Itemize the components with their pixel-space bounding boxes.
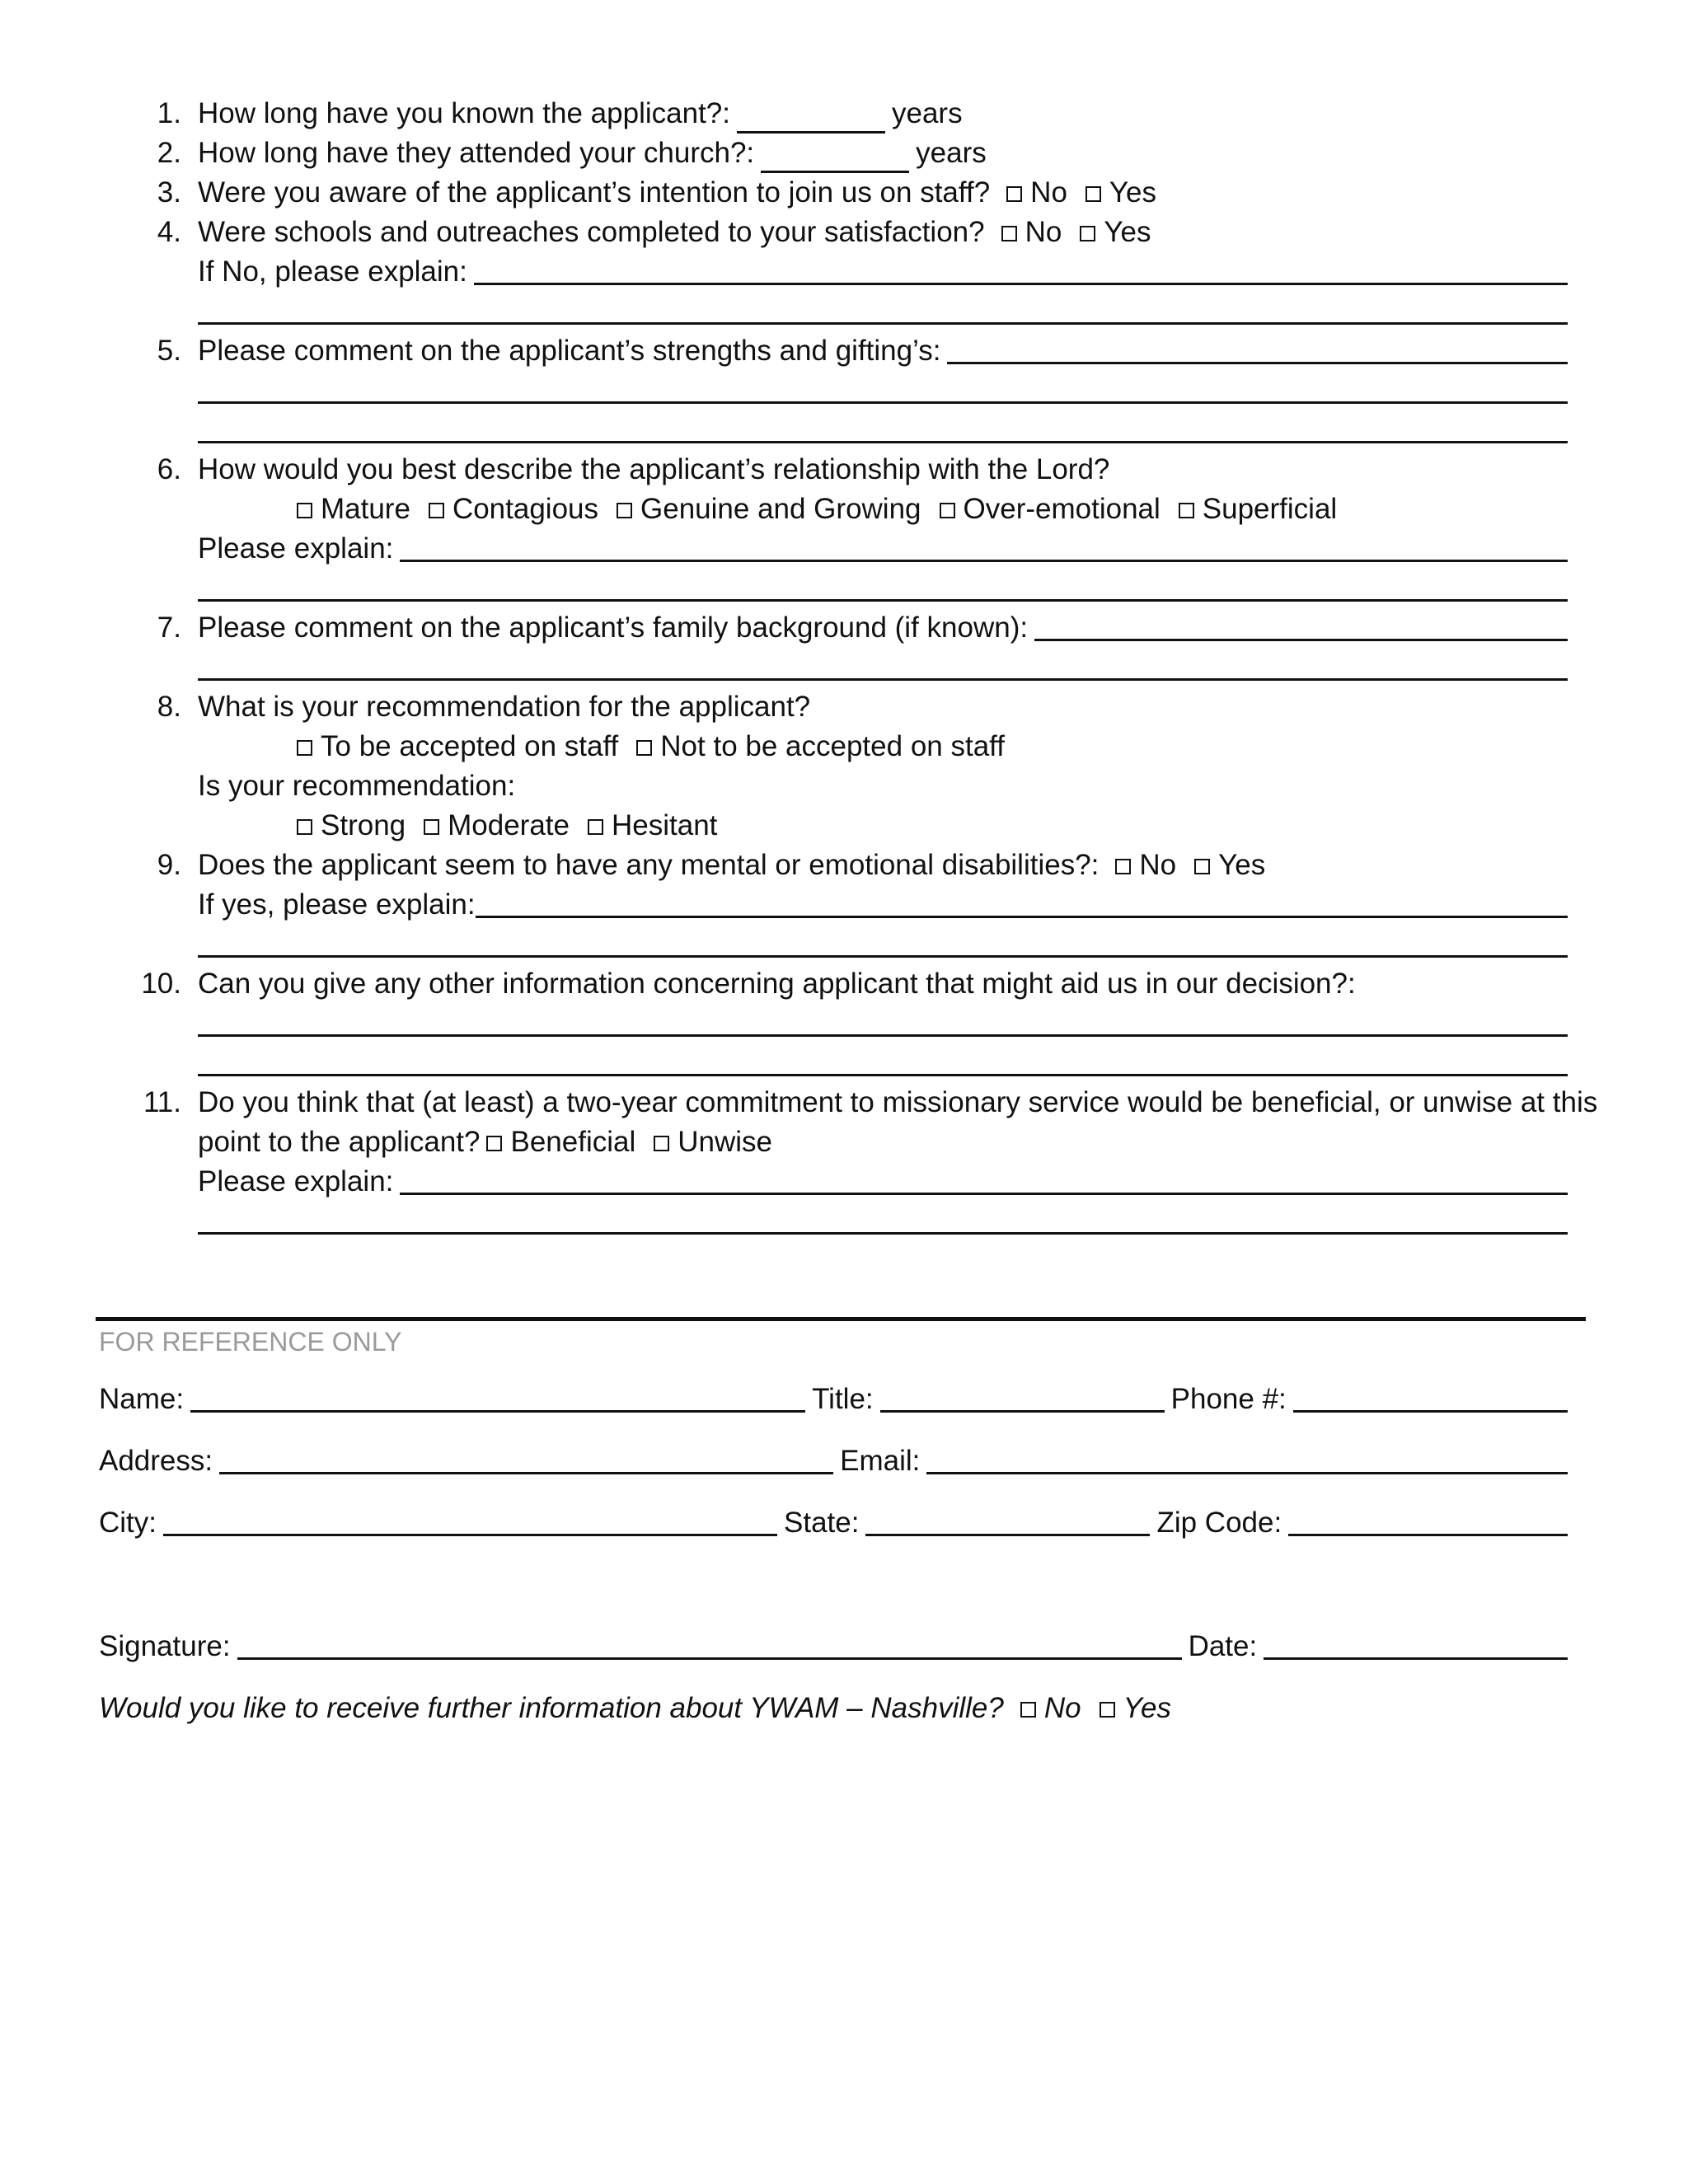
q8-strength-label: Hesitant [612, 809, 718, 841]
q2-years-field[interactable] [761, 141, 909, 173]
checkbox-icon [1100, 1702, 1115, 1718]
q11-explain-line[interactable] [400, 1192, 1568, 1195]
q6-option-over-emotional[interactable] [940, 490, 1160, 529]
q7-text: Please comment on the applicant’s family background (if known): [198, 612, 1029, 644]
q5-row [157, 331, 1568, 371]
checkbox-icon [617, 503, 632, 518]
phone-label: Phone #: [1170, 1383, 1287, 1415]
q8-option-accepted[interactable] [297, 727, 618, 766]
q8-strength-hesitant[interactable] [588, 806, 717, 846]
q11-unwise-checkbox[interactable] [654, 1122, 772, 1162]
zip-label: Zip Code: [1156, 1507, 1282, 1539]
checkbox-icon [1080, 226, 1095, 241]
checkbox-icon [424, 819, 439, 835]
q3-no-checkbox[interactable] [1006, 173, 1067, 213]
checkbox-icon [1115, 859, 1131, 874]
q9-no-checkbox[interactable] [1115, 846, 1176, 885]
q11-text: Do you think that (at least) a two-year commitment to missionary service would be beneficial, or unwise at this [198, 1086, 1598, 1118]
q6-explain-label: Please explain: [198, 532, 394, 565]
q8-strength-label: Strong [321, 809, 406, 841]
reference-row-name [99, 1380, 1568, 1419]
checkbox-icon [588, 819, 603, 835]
q6-option-label: Genuine and Growing [640, 493, 921, 525]
q11-row [143, 1083, 1598, 1122]
q11-explain-label: Please explain: [198, 1165, 394, 1197]
q6-option-label: Superficial [1202, 493, 1338, 525]
q10-row-3 [198, 1043, 1568, 1083]
address-field[interactable] [219, 1471, 833, 1474]
q6-text: How would you best describe the applicant’s relationship with the Lord? [198, 453, 1110, 485]
q9-yes-checkbox[interactable] [1194, 846, 1265, 885]
reference-row-city [99, 1503, 1568, 1543]
date-field[interactable] [1264, 1657, 1568, 1660]
q8-strength-label: Moderate [448, 809, 570, 841]
q11-unwise-label: Unwise [678, 1126, 773, 1158]
state-label: State: [784, 1507, 860, 1539]
q11-explain-line-2[interactable] [198, 1231, 1568, 1235]
checkbox-icon [1020, 1702, 1036, 1718]
q5-text: Please comment on the applicant’s strengths and gifting’s: [198, 335, 941, 367]
q6-explain-row-2 [198, 569, 1568, 608]
q5-row-2 [198, 371, 1568, 410]
q8-sub-text: Is your recommendation: [198, 770, 516, 802]
title-field[interactable] [880, 1409, 1165, 1413]
checkbox-icon [1006, 186, 1022, 202]
checkbox-icon [297, 740, 312, 756]
q5-line-3[interactable] [198, 440, 1568, 443]
state-field[interactable] [865, 1533, 1150, 1536]
q3-no-label: No [1030, 176, 1067, 209]
checkbox-icon [1179, 503, 1194, 518]
q4-number: 4. [157, 216, 181, 248]
q4-explain-row-2 [198, 292, 1568, 331]
q3-yes-checkbox[interactable] [1085, 173, 1156, 213]
q6-option-mature[interactable] [297, 490, 410, 529]
checkbox-icon [429, 503, 444, 518]
title-label: Title: [812, 1383, 874, 1415]
zip-field[interactable] [1288, 1533, 1568, 1536]
q11-beneficial-checkbox[interactable] [486, 1122, 635, 1162]
q8-option-label: Not to be accepted on staff [660, 730, 1005, 762]
q3-yes-label: Yes [1109, 176, 1157, 209]
reference-row-signature [99, 1627, 1568, 1666]
signature-field[interactable] [237, 1657, 1182, 1660]
q10-line-1[interactable] [198, 1033, 1568, 1037]
q11-explain-row [198, 1162, 1568, 1202]
q6-explain-line-2[interactable] [198, 598, 1568, 602]
q11-row-2 [198, 1122, 1568, 1162]
q6-option-label: Contagious [452, 493, 599, 525]
q9-explain-line-2[interactable] [198, 954, 1568, 958]
checkbox-icon [297, 819, 312, 835]
checkbox-icon [1194, 859, 1210, 874]
q6-option-superficial[interactable] [1179, 490, 1337, 529]
q3-row [157, 173, 1568, 213]
q2-number: 2. [157, 137, 181, 169]
q7-line-2[interactable] [198, 677, 1568, 681]
q9-yes-label: Yes [1218, 849, 1266, 881]
q3-text: Were you aware of the applicant’s intention to join us on staff? [198, 176, 991, 209]
q8-row [157, 687, 1568, 727]
q4-no-label: No [1025, 216, 1062, 248]
q1-number: 1. [157, 97, 181, 129]
q8-strength-moderate[interactable] [424, 806, 570, 846]
q10-row-2 [198, 1004, 1568, 1043]
info-no-checkbox[interactable] [1020, 1689, 1081, 1728]
city-field[interactable] [163, 1533, 777, 1536]
q4-yes-checkbox[interactable] [1080, 213, 1151, 252]
q8-strength-strong[interactable] [297, 806, 406, 846]
q6-option-genuine[interactable] [617, 490, 921, 529]
checkbox-icon [297, 503, 312, 518]
email-label: Email: [840, 1445, 921, 1477]
q5-line-1[interactable] [947, 361, 1568, 364]
q9-explain-label: If yes, please explain: [198, 888, 476, 921]
checkbox-icon [654, 1136, 669, 1151]
signature-label: Signature: [99, 1630, 231, 1662]
address-label: Address: [99, 1445, 213, 1477]
q7-row-2 [198, 648, 1568, 687]
q4-explain-line[interactable] [474, 282, 1568, 285]
q6-option-label: Over-emotional [963, 493, 1160, 525]
q8-sub-row [198, 766, 1568, 806]
q10-number: 10. [141, 968, 181, 1000]
q2-row [157, 134, 1568, 173]
q7-number: 7. [157, 612, 181, 644]
reference-row-address [99, 1441, 1568, 1481]
q1-row [157, 94, 1568, 134]
q4-explain-line-2[interactable] [198, 321, 1568, 325]
q6-options-row [198, 490, 1568, 529]
q4-text: Were schools and outreaches completed to your satisfaction? [198, 216, 985, 248]
date-label: Date: [1188, 1630, 1258, 1662]
info-question: Would you like to receive further information about YWAM – Nashville? [99, 1692, 1004, 1724]
q2-suffix: years [916, 137, 987, 169]
q11-text-2: point to the applicant? [198, 1126, 481, 1158]
q5-line-2[interactable] [198, 401, 1568, 404]
q6-option-label: Mature [321, 493, 410, 525]
reference-heading: FOR REFERENCE ONLY [99, 1327, 402, 1357]
q1-text: How long have you known the applicant?: [198, 97, 730, 129]
email-field[interactable] [926, 1471, 1568, 1474]
q6-option-contagious[interactable] [429, 490, 598, 529]
city-label: City: [99, 1507, 157, 1539]
q4-explain-row [198, 252, 1568, 292]
q8-text: What is your recommendation for the applicant? [198, 691, 811, 723]
name-field[interactable] [190, 1409, 805, 1413]
q9-text: Does the applicant seem to have any mental or emotional disabilities?: [198, 849, 1100, 881]
q4-yes-label: Yes [1104, 216, 1151, 248]
q7-line-1[interactable] [1034, 638, 1568, 641]
info-yes-checkbox[interactable] [1100, 1689, 1171, 1728]
q8-option-not-accepted[interactable] [636, 727, 1005, 766]
q6-explain-row [198, 529, 1568, 569]
q4-explain-label: If No, please explain: [198, 255, 467, 288]
q8-number: 8. [157, 691, 181, 723]
q6-explain-line[interactable] [400, 559, 1568, 562]
q5-number: 5. [157, 335, 181, 367]
checkbox-icon [486, 1136, 502, 1151]
q1-years-field[interactable] [737, 101, 885, 134]
q10-row [141, 964, 1568, 1004]
checkbox-icon [1001, 226, 1017, 241]
q10-line-2[interactable] [198, 1073, 1568, 1076]
info-yes-label: Yes [1123, 1692, 1171, 1724]
q4-no-checkbox[interactable] [1001, 213, 1062, 252]
checkbox-icon [940, 503, 955, 518]
q9-no-label: No [1139, 849, 1177, 881]
q6-row [157, 450, 1568, 490]
q11-number: 11. [143, 1086, 181, 1118]
name-label: Name: [99, 1383, 185, 1415]
q7-row [157, 608, 1568, 648]
q11-explain-row-2 [198, 1202, 1568, 1241]
q9-explain-row-2 [198, 925, 1568, 964]
checkbox-icon [636, 740, 652, 756]
q6-number: 6. [157, 453, 181, 485]
q2-text: How long have they attended your church?: [198, 137, 755, 169]
section-divider [96, 1317, 1586, 1321]
checkbox-icon [1085, 186, 1101, 202]
q9-explain-line[interactable] [476, 915, 1568, 918]
q8-options-row [198, 727, 1568, 766]
q10-text: Can you give any other information concerning applicant that might aid us in our decision?: [198, 968, 1356, 1000]
q8-option-label: To be accepted on staff [321, 730, 619, 762]
q8-strength-row [198, 806, 1568, 846]
q9-row [157, 846, 1568, 885]
q4-row [157, 213, 1568, 252]
info-no-label: No [1043, 1692, 1081, 1724]
q1-suffix: years [891, 97, 963, 129]
q3-number: 3. [157, 176, 181, 209]
q9-number: 9. [157, 849, 181, 881]
q11-beneficial-label: Beneficial [510, 1126, 636, 1158]
q9-explain-row [198, 885, 1568, 925]
info-request-row [99, 1689, 1568, 1728]
q5-row-3 [198, 410, 1568, 450]
phone-field[interactable] [1293, 1409, 1568, 1413]
